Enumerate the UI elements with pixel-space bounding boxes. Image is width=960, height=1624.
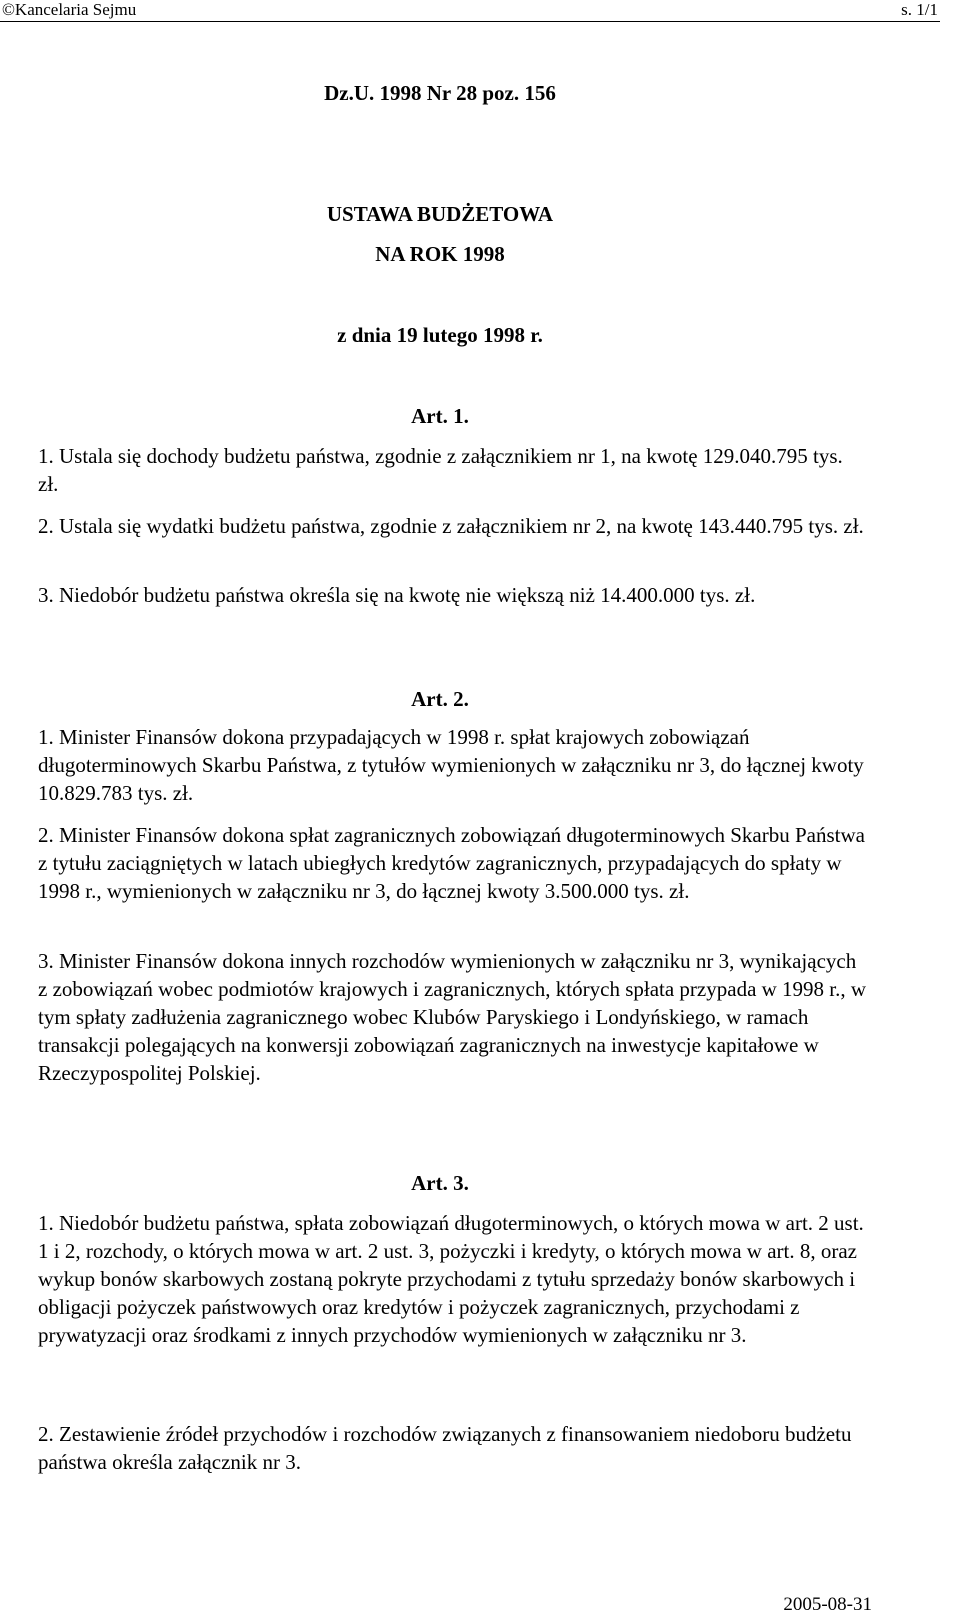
- page-number: s. 1/1: [901, 0, 938, 19]
- footer-date: 2005-08-31: [783, 1594, 872, 1615]
- article-1-paragraph-1: 1. Ustala się dochody budżetu państwa, zgodnie z załącznikiem nr 1, na kwotę 129.040.795 tys. zł.: [38, 444, 843, 496]
- article-heading: Art. 3.: [411, 1171, 469, 1195]
- header-divider: [0, 21, 940, 22]
- article-heading: Art. 1.: [411, 404, 469, 428]
- article-2-paragraph-1: 1. Minister Finansów dokona przypadających w 1998 r. spłat krajowych zobowiązań długoterminowych Skarbu Państwa, z tytułów wymienionych w załączniku nr 3, do łącznej kwoty 10.829.783 tys. zł.: [38, 725, 864, 805]
- article-3-paragraph-2: 2. Zestawienie źródeł przychodów i rozchodów związanych z finansowaniem niedoboru budżetu państwa określa załącznik nr 3.: [38, 1422, 852, 1474]
- act-date: z dnia 19 lutego 1998 r.: [337, 323, 543, 347]
- article-1-paragraph-2: 2. Ustala się wydatki budżetu państwa, zgodnie z załącznikiem nr 2, na kwotę 143.440.795 tys. zł.: [38, 514, 864, 538]
- article-2-paragraph-3: 3. Minister Finansów dokona innych rozchodów wymienionych w załączniku nr 3, wynikających z zobowiązań wobec podmiotów krajowych i zagranicznych, których spłata przypada w 1998 r., w tym spłaty zadłużenia zagranicznego wobec Klubów Paryskiego i Londyńskiego, w ramach transakcji polegających na konwersji zobowiązań zagranicznych na inwestycje kapitałowe w Rzeczypospolitej Polskiej.: [38, 949, 867, 1085]
- journal-reference: Dz.U. 1998 Nr 28 poz. 156: [324, 81, 556, 105]
- act-title-line1: USTAWA BUDŻETOWA: [326, 202, 554, 226]
- article-1-paragraph-3: 3. Niedobór budżetu państwa określa się na kwotę nie większą niż 14.400.000 tys. zł.: [38, 583, 756, 607]
- article-2-paragraph-2: 2. Minister Finansów dokona spłat zagranicznych zobowiązań długoterminowych Skarbu Państwa z tytułu zaciągniętych w latach ubiegłych kredytów zagranicznych, przypadających do spłaty w 1998 r., wymienionych w załączniku nr 3, do łącznej kwoty 3.500.000 tys. zł.: [38, 823, 865, 903]
- article-heading: Art. 2.: [411, 687, 469, 711]
- article-3-paragraph-1: 1. Niedobór budżetu państwa, spłata zobowiązań długoterminowych, o których mowa w art. 2 ust. 1 i 2, rozchody, o których mowa w art. 2 ust. 3, pożyczki i kredyty, o których mowa w art. 8, oraz wykup bonów skarbowych zostaną pokryte przychodami z tytułu sprzedaży bonów skarbowych i obligacji pożyczek państwowych oraz kredytów i pożyczek zagranicznych, przychodami z prywatyzacji oraz środkami z innych przychodów wymienionych w załączniku nr 3.: [38, 1211, 864, 1347]
- header-source: ©Kancelaria Sejmu: [2, 0, 137, 19]
- act-title-line2: NA ROK 1998: [375, 242, 505, 266]
